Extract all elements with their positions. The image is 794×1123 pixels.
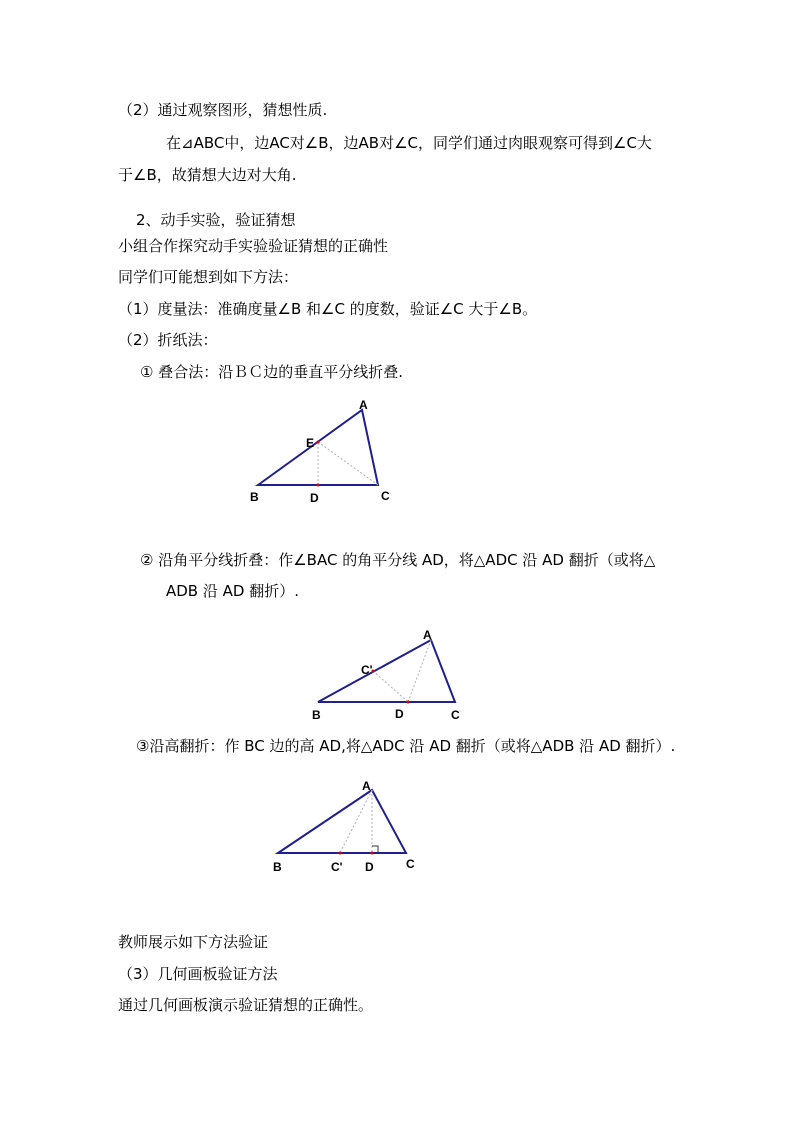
point-d bbox=[317, 484, 320, 487]
method-2-line-2: ADB 沿 AD 翻折）. bbox=[166, 582, 299, 600]
label-c-prime: C' bbox=[331, 860, 343, 874]
text-line-5: 小组合作探究动手实验验证猜想的正确性 bbox=[118, 237, 389, 255]
label-b: B bbox=[312, 708, 321, 722]
label-d: D bbox=[310, 491, 319, 505]
label-d: D bbox=[395, 707, 404, 721]
point-d bbox=[407, 701, 410, 704]
label-a: A bbox=[362, 779, 371, 793]
figure-3-altitude-fold bbox=[265, 775, 430, 875]
fold-line bbox=[373, 671, 408, 702]
angle-bisector bbox=[408, 640, 431, 702]
figure-1-overlap-fold bbox=[245, 395, 405, 510]
text-line-14: （3）几何画板验证方法 bbox=[118, 965, 278, 983]
text-line-2: 在⊿ABC中，边AC对∠B，边AB对∠C，同学们通过肉眼观察可得到∠C大 bbox=[166, 134, 652, 152]
text-line-1: （2）通过观察图形，猜想性质. bbox=[118, 101, 328, 119]
label-b: B bbox=[250, 490, 259, 504]
text-line-3: 于∠B，故猜想大边对大角. bbox=[118, 166, 297, 184]
method-2-line-1: ② 沿角平分线折叠：作∠BAC 的角平分线 AD，将△ADC 沿 AD 翻折（或将△ bbox=[140, 551, 656, 569]
text-line-7: （1）度量法：准确度量∠B 和∠C 的度数，验证∠C 大于∠B。 bbox=[118, 300, 538, 318]
label-a: A bbox=[359, 398, 368, 412]
text-line-13: 教师展示如下方法验证 bbox=[118, 933, 269, 951]
label-c: C bbox=[451, 708, 460, 722]
point-c-prime bbox=[339, 852, 342, 855]
text-line-15: 通过几何画板演示验证猜想的正确性。 bbox=[118, 996, 374, 1014]
label-d: D bbox=[365, 860, 374, 874]
fold-line bbox=[340, 790, 372, 853]
section-heading: 2、动手实验，验证猜想 bbox=[136, 211, 296, 229]
figure-2-angle-bisector-fold bbox=[300, 625, 475, 725]
text-line-8: （2）折纸法： bbox=[118, 331, 218, 349]
label-e: E bbox=[306, 436, 315, 450]
label-b: B bbox=[273, 860, 282, 874]
triangle-abc bbox=[278, 790, 406, 853]
label-c: C bbox=[406, 857, 415, 871]
text-line-6: 同学们可能想到如下方法： bbox=[118, 268, 299, 286]
point-e bbox=[317, 441, 320, 444]
fold-line bbox=[318, 442, 378, 485]
triangle-abc bbox=[318, 640, 455, 702]
method-1-label: ① 叠合法：沿ＢＣ边的垂直平分线折叠. bbox=[140, 363, 403, 381]
method-3-label: ③沿高翻折：作 BC 边的高 AD,将△ADC 沿 AD 翻折（或将△ADB 沿 AD 翻折）. bbox=[136, 737, 676, 755]
label-c: C bbox=[381, 489, 390, 503]
point-d bbox=[371, 852, 374, 855]
label-c-prime: C' bbox=[361, 663, 373, 677]
label-a: A bbox=[423, 628, 432, 642]
